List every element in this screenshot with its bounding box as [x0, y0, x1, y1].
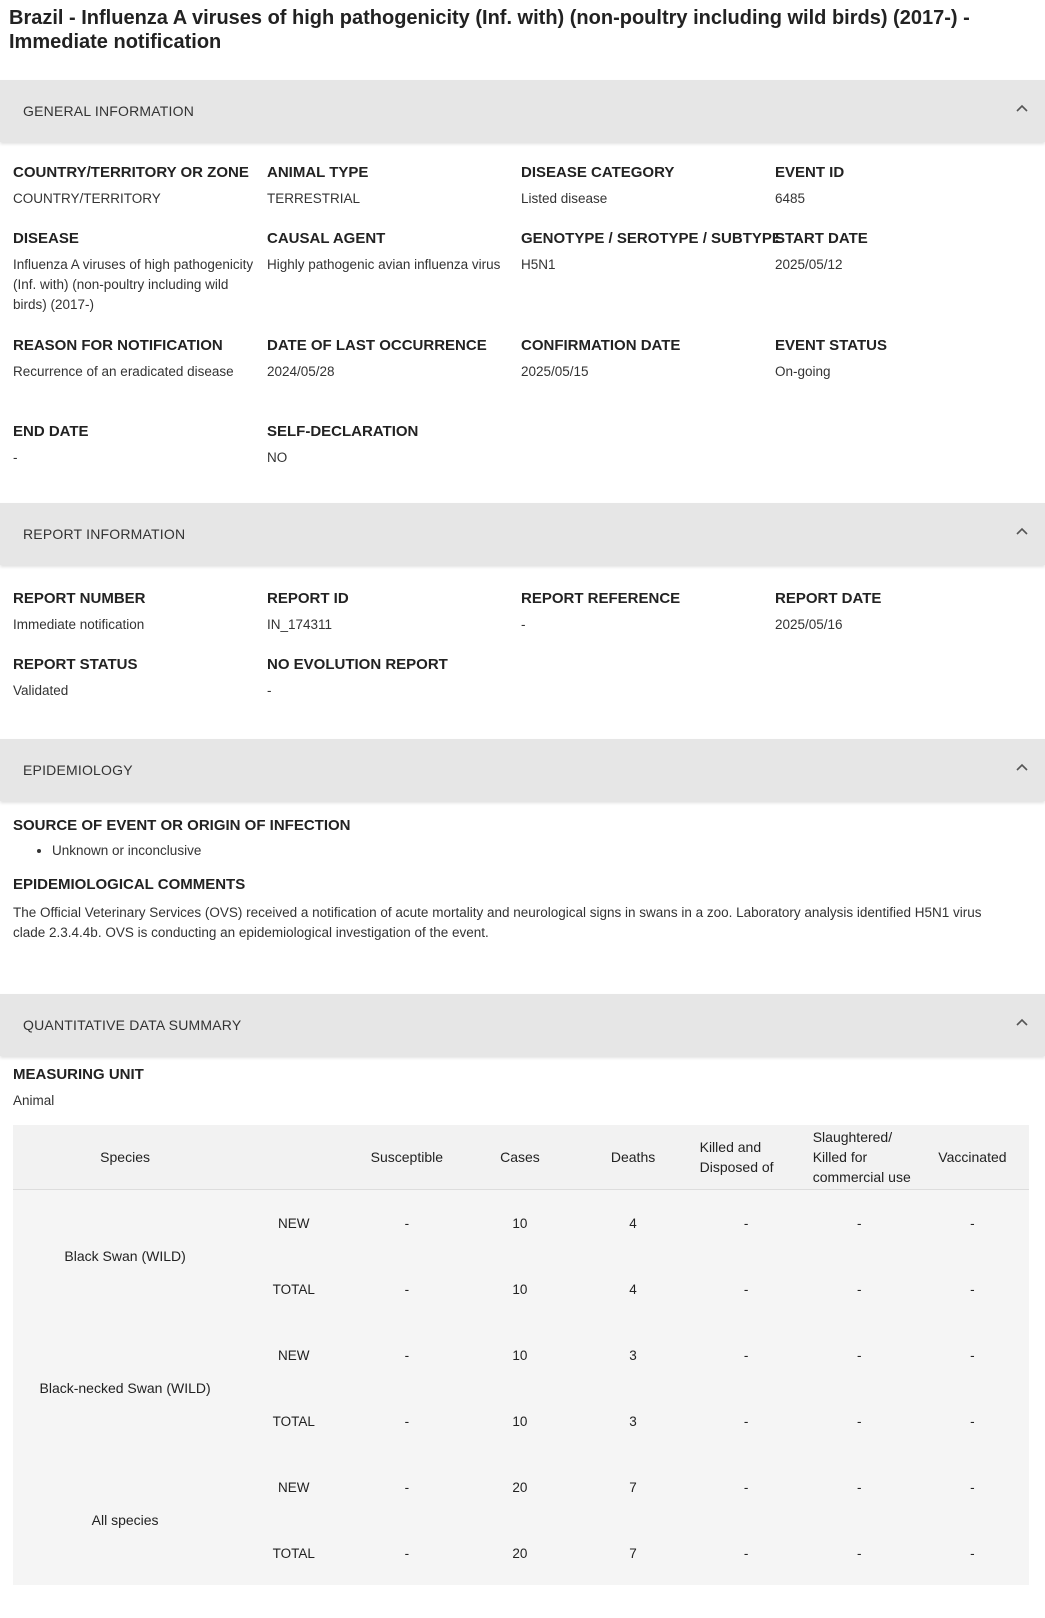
slaughtered-value: - [857, 1281, 862, 1297]
killed-value: - [743, 1545, 749, 1561]
start-date-label: START DATE [775, 230, 868, 247]
epidemiology-body [0, 801, 1045, 994]
chevron-up-icon[interactable] [1015, 761, 1029, 775]
disease-value: Influenza A viruses of high pathogenicity (Inf. with) (non-poultry including wild birds) (2017-) [13, 257, 254, 312]
slaughtered-value: - [857, 1347, 862, 1363]
report-id-label: REPORT ID [267, 590, 349, 607]
list-item: • Unknown or inconclusive [52, 841, 1045, 861]
event-status-label: EVENT STATUS [775, 337, 887, 354]
deaths-value: 3 [629, 1413, 637, 1429]
row-type-label: TOTAL [272, 1413, 315, 1429]
vaccinated-value: - [970, 1479, 975, 1495]
chevron-up-icon[interactable] [1015, 1016, 1029, 1030]
section-title: REPORT INFORMATION [23, 526, 186, 542]
vaccinated-value: - [970, 1215, 975, 1231]
slaughtered-value: - [857, 1413, 862, 1429]
susceptible-value: - [404, 1545, 410, 1561]
section-title: GENERAL INFORMATION [23, 103, 195, 119]
epidemiological-comments-value: The Official Veterinary Services (OVS) received a notification of acute mortality and neurological signs in swans in a zoo. Laboratory analysis identified H5N1 virus clade 2.3.4.4b. OVS is conducting an epidemiological investigation of the event. [13, 905, 982, 940]
causal-agent-value: Highly pathogenic avian influenza virus [267, 257, 501, 272]
cases-value: 20 [512, 1479, 528, 1495]
vaccinated-value: - [970, 1347, 975, 1363]
susceptible-value: - [404, 1413, 410, 1429]
disease-label: DISEASE [13, 230, 79, 247]
deaths-value: 4 [629, 1281, 637, 1297]
species-name: Black-necked Swan (WILD) [39, 1380, 211, 1396]
table-row [13, 1322, 1029, 1388]
column-header-deaths[interactable]: Deaths [577, 1125, 690, 1190]
vaccinated-value: - [970, 1281, 975, 1297]
susceptible-value: - [404, 1347, 410, 1363]
vaccinated-value: - [970, 1545, 975, 1561]
vaccinated-value: - [970, 1413, 975, 1429]
section-header-epidemiology[interactable] [0, 739, 1045, 801]
quantitative-body [0, 1056, 1045, 1585]
column-header-killed[interactable]: Killed and Disposed of [690, 1125, 803, 1190]
animal-type-label: ANIMAL TYPE [267, 164, 369, 181]
end-date-label: END DATE [13, 423, 89, 440]
slaughtered-value: - [857, 1215, 862, 1231]
section-title: EPIDEMIOLOGY [23, 762, 133, 778]
report-status-value: Validated [13, 683, 69, 698]
slaughtered-value: - [857, 1545, 862, 1561]
genotype-label: GENOTYPE / SEROTYPE / SUBTYPE [521, 230, 782, 247]
report-id-value: IN_174311 [267, 617, 333, 632]
report-date-label: REPORT DATE [775, 590, 882, 607]
column-header-vaccinated[interactable]: Vaccinated [916, 1125, 1029, 1190]
report-status-label: REPORT STATUS [13, 656, 138, 673]
susceptible-value: - [404, 1281, 410, 1297]
no-evolution-report-label: NO EVOLUTION REPORT [267, 656, 448, 673]
start-date-value: 2025/05/12 [775, 257, 843, 272]
report-date-value: 2025/05/16 [775, 617, 843, 632]
table-row [13, 1190, 1029, 1257]
disease-category-value: Listed disease [521, 191, 608, 206]
cases-value: 10 [512, 1281, 528, 1297]
self-declaration-value: NO [267, 450, 288, 465]
self-declaration-label: SELF-DECLARATION [267, 423, 419, 440]
row-type-label: NEW [277, 1347, 310, 1363]
chevron-up-icon[interactable] [1015, 102, 1029, 116]
confirmation-date-label: CONFIRMATION DATE [521, 337, 681, 354]
column-header-slaughtered[interactable]: Slaughtered/ Killed for commercial use [803, 1125, 916, 1190]
column-header-species[interactable]: Species [13, 1125, 237, 1190]
killed-value: - [743, 1479, 749, 1495]
epidemiological-comments-label: EPIDEMIOLOGICAL COMMENTS [13, 876, 246, 893]
row-type-label: NEW [277, 1479, 310, 1495]
cases-value: 10 [512, 1413, 528, 1429]
end-date-value: - [13, 450, 18, 465]
no-evolution-report-value: - [267, 683, 272, 698]
reason-label: REASON FOR NOTIFICATION [13, 337, 223, 354]
confirmation-date-value: 2025/05/15 [521, 364, 589, 379]
column-header-row-type [237, 1125, 350, 1190]
measuring-unit-label: MEASURING UNIT [13, 1066, 144, 1083]
event-id-value: 6485 [775, 191, 806, 206]
country-value: COUNTRY/TERRITORY [13, 191, 161, 206]
measuring-unit-value: Animal [13, 1093, 55, 1108]
animal-type-value: TERRESTRIAL [267, 191, 361, 206]
row-type-label: TOTAL [272, 1281, 315, 1297]
susceptible-value: - [404, 1215, 410, 1231]
section-title: QUANTITATIVE DATA SUMMARY [23, 1017, 242, 1033]
section-header-quantitative-data-summary[interactable] [0, 994, 1045, 1056]
report-reference-label: REPORT REFERENCE [521, 590, 681, 607]
causal-agent-label: CAUSAL AGENT [267, 230, 386, 247]
deaths-value: 3 [629, 1347, 637, 1363]
column-header-susceptible[interactable]: Susceptible [350, 1125, 463, 1190]
event-id-label: EVENT ID [775, 164, 845, 181]
report-number-value: Immediate notification [13, 617, 145, 632]
deaths-value: 7 [629, 1479, 637, 1495]
report-reference-value: - [521, 617, 526, 632]
row-type-label: NEW [277, 1215, 310, 1231]
table-row [13, 1454, 1029, 1520]
deaths-value: 7 [629, 1545, 637, 1561]
genotype-value: H5N1 [521, 257, 556, 272]
chevron-up-icon[interactable] [1015, 525, 1029, 539]
cases-value: 10 [512, 1347, 528, 1363]
species-name: Black Swan (WILD) [64, 1248, 186, 1264]
last-occurrence-value: 2024/05/28 [267, 364, 335, 379]
quantitative-table [13, 1125, 1029, 1585]
cases-value: 20 [512, 1545, 528, 1561]
source-of-event-list [0, 841, 1045, 861]
event-status-value: On-going [775, 364, 831, 379]
source-of-event-label: SOURCE OF EVENT OR ORIGIN OF INFECTION [13, 817, 351, 834]
killed-value: - [743, 1281, 749, 1297]
last-occurrence-label: DATE OF LAST OCCURRENCE [267, 337, 487, 354]
species-name: All species [91, 1512, 159, 1528]
deaths-value: 4 [629, 1215, 637, 1231]
disease-category-label: DISEASE CATEGORY [521, 164, 675, 181]
section-header-general-information[interactable] [0, 80, 1045, 142]
killed-value: - [743, 1215, 749, 1231]
killed-value: - [743, 1413, 749, 1429]
susceptible-value: - [404, 1479, 410, 1495]
table-header-row [13, 1125, 1029, 1190]
cases-value: 10 [512, 1215, 528, 1231]
country-label: COUNTRY/TERRITORY OR ZONE [13, 164, 249, 181]
report-information-body [0, 565, 1045, 739]
report-number-label: REPORT NUMBER [13, 590, 146, 607]
page-title: Brazil - Influenza A viruses of high pathogenicity (Inf. with) (non-poultry including wild birds) (2017-) - Immediate notification [9, 7, 970, 53]
general-information-body [0, 142, 1045, 503]
row-type-label: TOTAL [272, 1545, 315, 1561]
section-header-report-information[interactable] [0, 503, 1045, 565]
reason-value: Recurrence of an eradicated disease [13, 364, 234, 379]
slaughtered-value: - [857, 1479, 862, 1495]
column-header-cases[interactable]: Cases [463, 1125, 576, 1190]
killed-value: - [743, 1347, 749, 1363]
